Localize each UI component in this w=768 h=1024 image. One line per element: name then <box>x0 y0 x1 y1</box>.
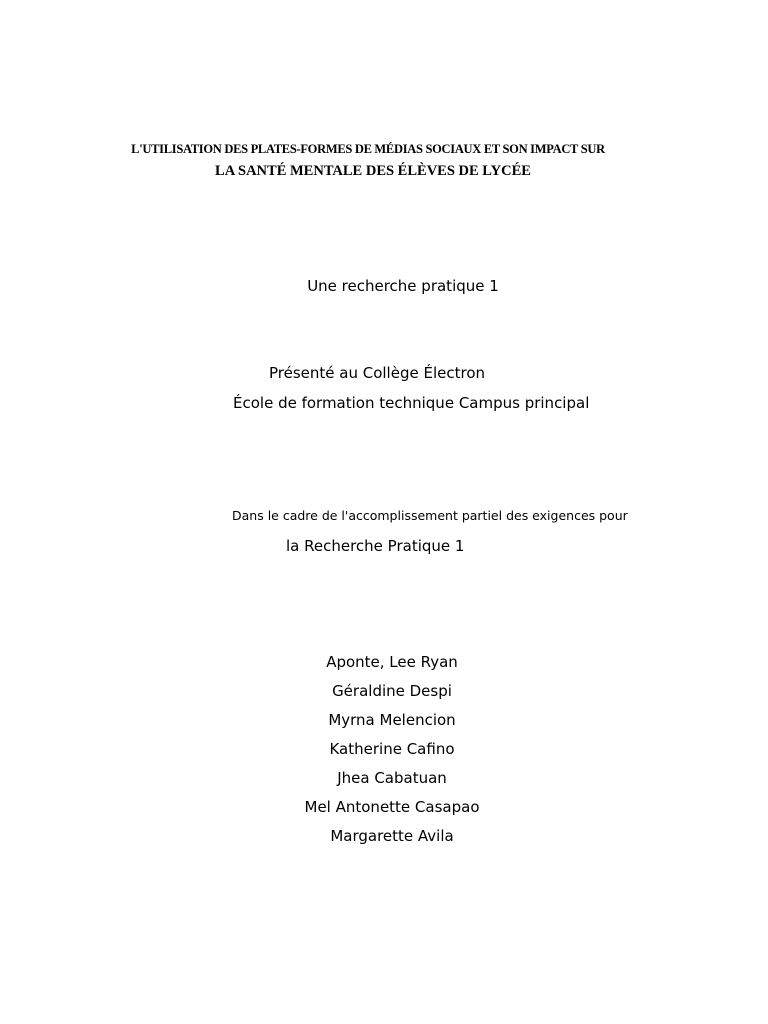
author-list <box>0 654 768 857</box>
subtitle: Une recherche pratique 1 <box>307 277 499 295</box>
requirement-line-2: la Recherche Pratique 1 <box>286 537 465 555</box>
author-name: Myrna Melencion <box>328 711 456 729</box>
author-name: Katherine Cafino <box>329 740 455 758</box>
presented-to-line-2: École de formation technique Campus principal <box>233 394 590 412</box>
author-name: Jhea Cabatuan <box>337 769 447 787</box>
requirement-line-1: Dans le cadre de l'accomplissement partiel des exigences pour <box>232 508 628 523</box>
author-name: Mel Antonette Casapao <box>304 798 480 816</box>
presented-to-line-1: Présenté au Collège Électron <box>269 364 485 382</box>
title-line-1: L'UTILISATION DES PLATES-FORMES DE MÉDIAS SOCIAUX ET SON IMPACT SUR <box>131 142 605 156</box>
author-name: Géraldine Despi <box>332 682 452 700</box>
author-name: Aponte, Lee Ryan <box>326 653 458 671</box>
title-line-2: LA SANTÉ MENTALE DES ÉLÈVES DE LYCÉE <box>215 163 531 179</box>
author-name: Margarette Avila <box>330 827 454 845</box>
